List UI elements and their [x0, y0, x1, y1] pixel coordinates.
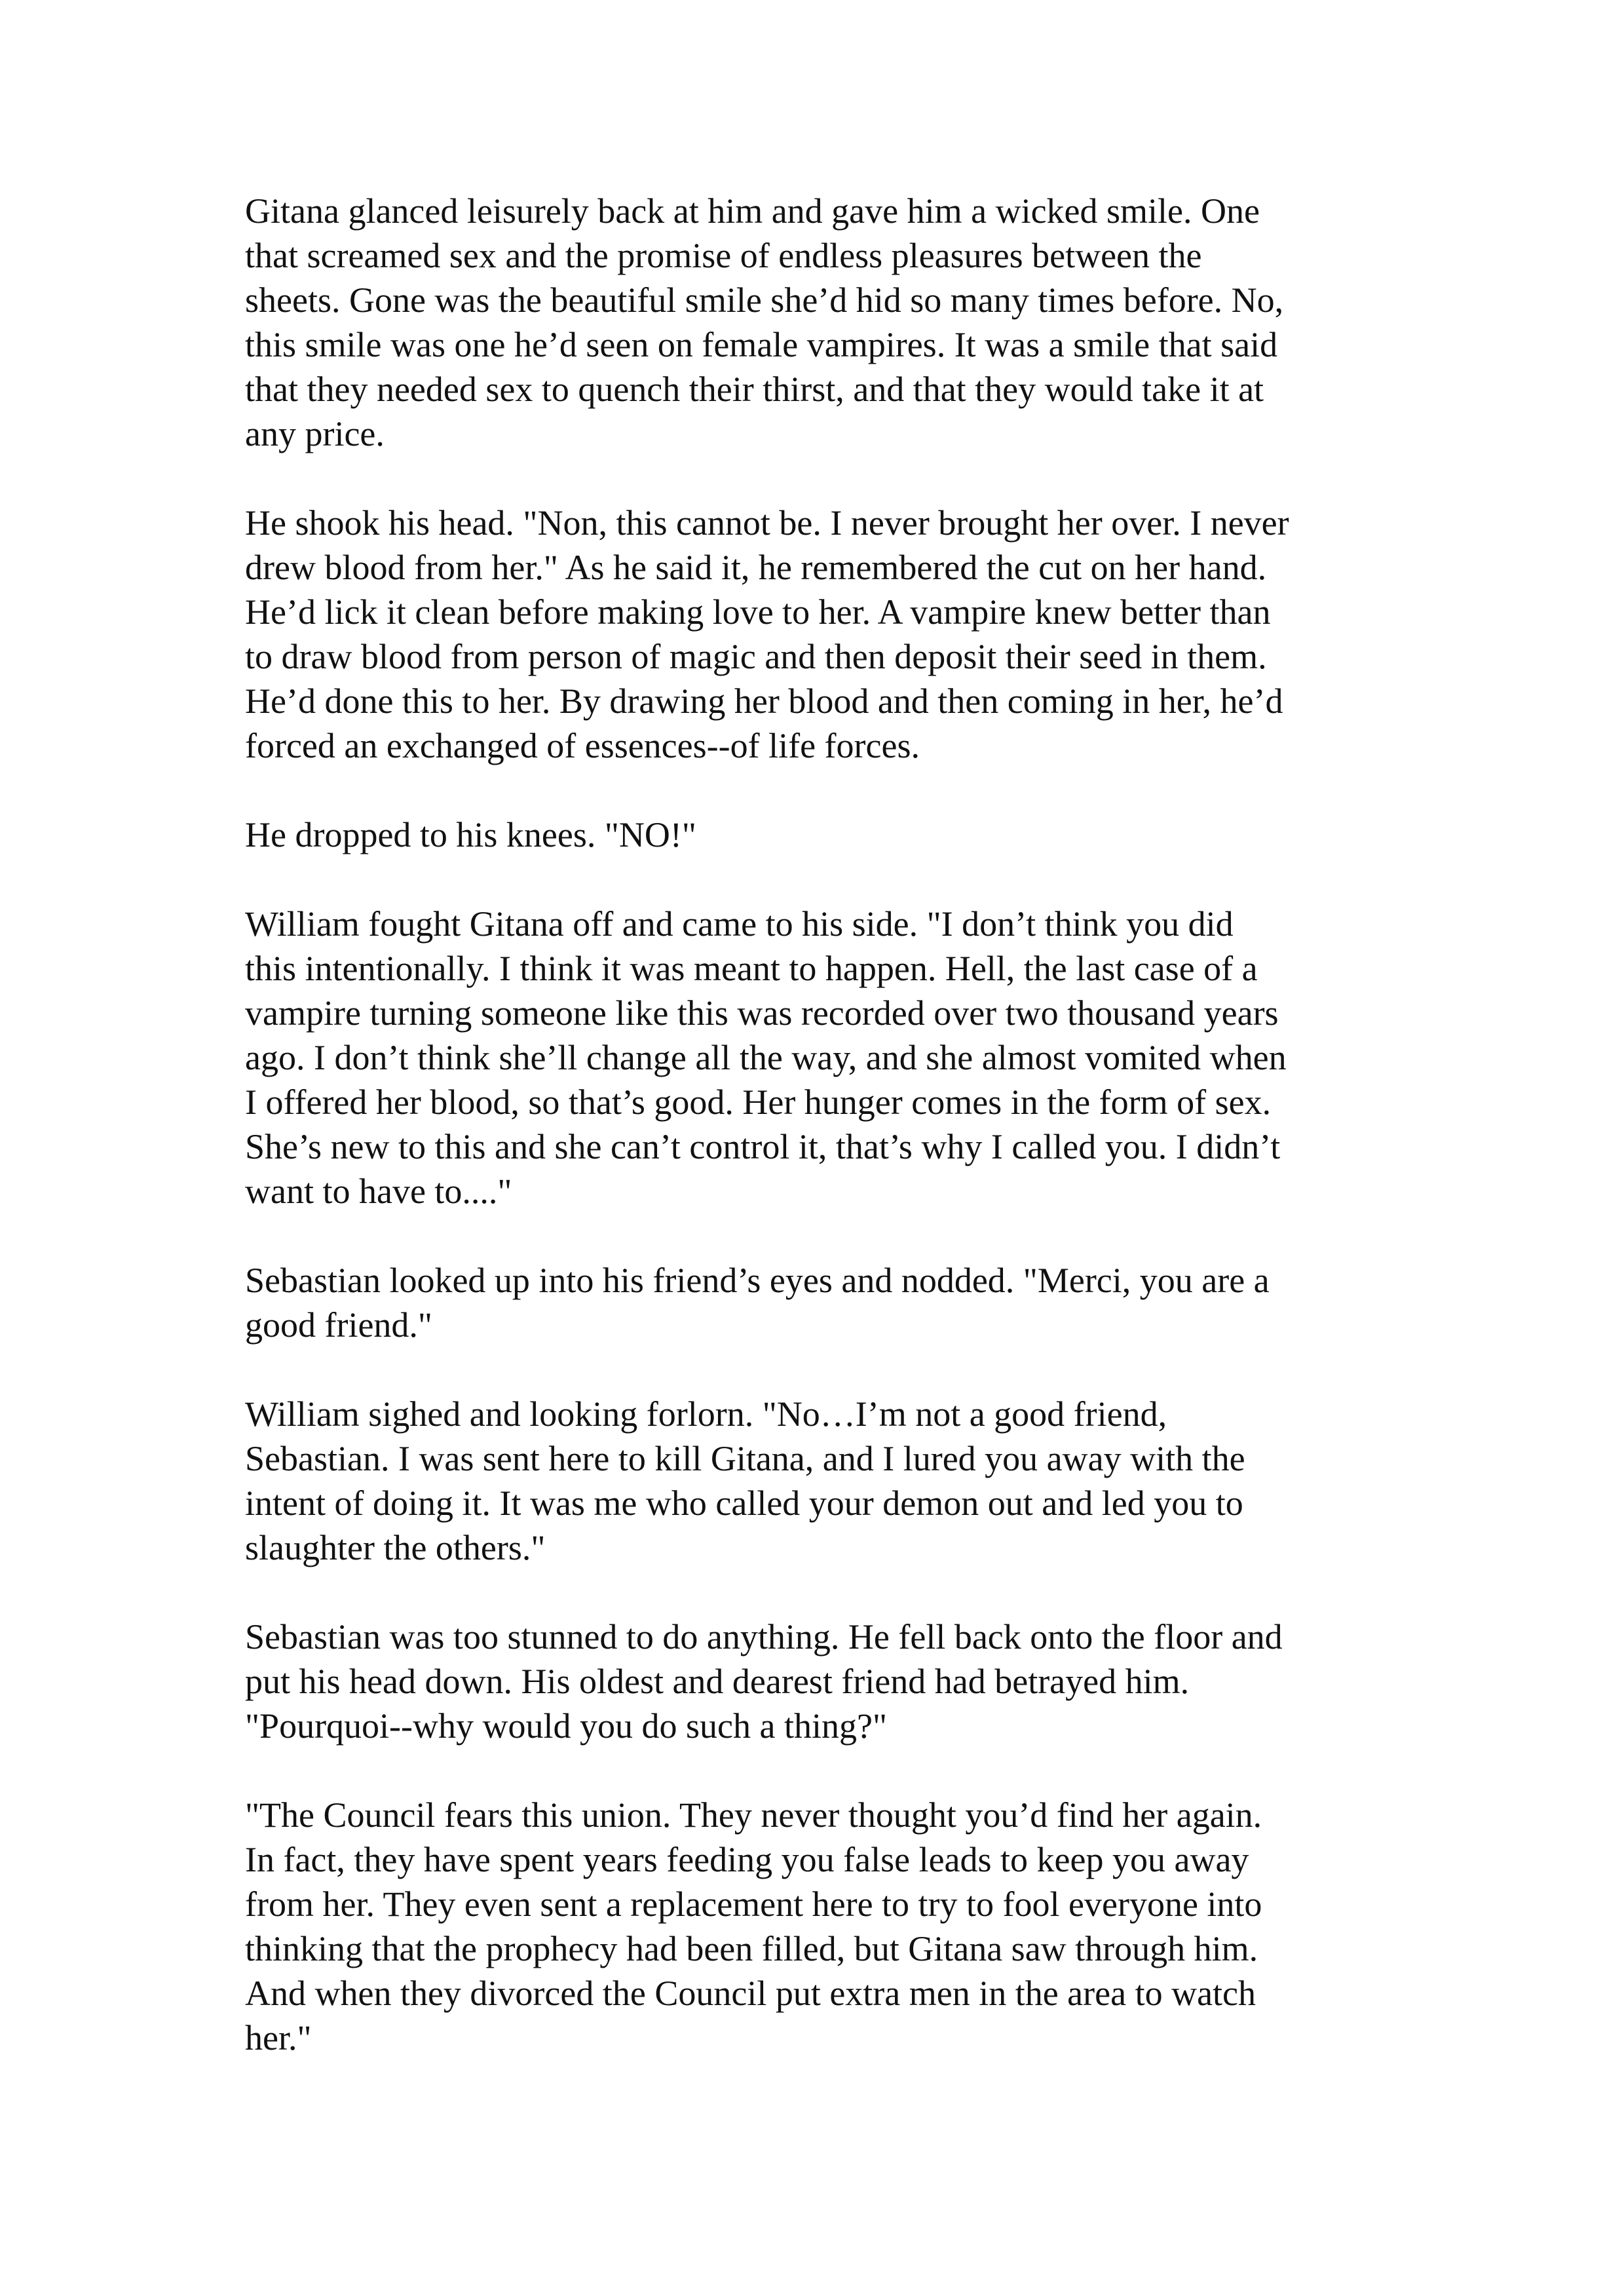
document-body: [245, 189, 1398, 2105]
text-line: drew blood from her." As he said it, he remembered the cut on her hand.: [245, 548, 1267, 587]
text-line: William sighed and looking forlorn. "No…I’m not a good friend,: [245, 1394, 1167, 1434]
text-line: "The Council fears this union. They never thought you’d find her again.: [245, 1795, 1262, 1835]
text-line: good friend.": [245, 1305, 432, 1345]
text-line: intent of doing it. It was me who called your demon out and led you to: [245, 1483, 1243, 1523]
text-line: He’d lick it clean before making love to her. A vampire knew better than: [245, 592, 1271, 632]
text-line: put his head down. His oldest and dearest friend had betrayed him.: [245, 1662, 1190, 1701]
text-line: He shook his head. "Non, this cannot be. I never brought her over. I never: [245, 503, 1289, 543]
text-line: vampire turning someone like this was recorded over two thousand years: [245, 993, 1279, 1033]
paragraph-2: [245, 501, 1398, 768]
text-line: her.": [245, 2018, 312, 2057]
text-line: forced an exchanged of essences--of life forces.: [245, 726, 920, 765]
text-line: to draw blood from person of magic and then deposit their seed in them.: [245, 637, 1267, 676]
paragraph-5: [245, 1258, 1398, 1347]
paragraph-8: [245, 1793, 1398, 2060]
text-line: any price.: [245, 414, 385, 453]
text-line: Sebastian. I was sent here to kill Gitana, and I lured you away with the: [245, 1439, 1245, 1478]
text-line: Gitana glanced leisurely back at him and gave him a wicked smile. One: [245, 191, 1260, 231]
text-line: from her. They even sent a replacement here to try to fool everyone into: [245, 1885, 1262, 1924]
text-line: In fact, they have spent years feeding you false leads to keep you away: [245, 1840, 1249, 1879]
paragraph-6: [245, 1392, 1398, 1570]
text-line: this intentionally. I think it was meant to happen. Hell, the last case of a: [245, 949, 1258, 988]
text-line: that screamed sex and the promise of endless pleasures between the: [245, 236, 1202, 275]
text-line: that they needed sex to quench their thirst, and that they would take it at: [245, 370, 1264, 409]
text-line: She’s new to this and she can’t control it, that’s why I called you. I didn’t: [245, 1127, 1281, 1166]
paragraph-4: [245, 902, 1398, 1214]
text-line: He’d done this to her. By drawing her blood and then coming in her, he’d: [245, 681, 1283, 721]
text-line: ago. I don’t think she’ll change all the way, and she almost vomited when: [245, 1038, 1287, 1077]
paragraph-1: [245, 189, 1398, 456]
text-line: thinking that the prophecy had been filled, but Gitana saw through him.: [245, 1929, 1258, 1968]
text-line: "Pourquoi--why would you do such a thing?": [245, 1706, 887, 1746]
paragraph-3: [245, 813, 1398, 857]
text-line: sheets. Gone was the beautiful smile she’d hid so many times before. No,: [245, 280, 1284, 320]
text-line: I offered her blood, so that’s good. Her hunger comes in the form of sex.: [245, 1082, 1272, 1122]
text-line: And when they divorced the Council put extra men in the area to watch: [245, 1974, 1256, 2013]
text-line: want to have to....": [245, 1172, 512, 1211]
text-line: Sebastian was too stunned to do anything. He fell back onto the floor and: [245, 1617, 1283, 1656]
text-line: William fought Gitana off and came to his side. "I don’t think you did: [245, 904, 1234, 944]
paragraph-7: [245, 1615, 1398, 1748]
text-line: slaughter the others.": [245, 1528, 546, 1567]
text-line: Sebastian looked up into his friend’s eyes and nodded. "Merci, you are a: [245, 1261, 1270, 1300]
text-line: He dropped to his knees. "NO!": [245, 815, 696, 854]
text-line: this smile was one he’d seen on female vampires. It was a smile that said: [245, 325, 1278, 364]
